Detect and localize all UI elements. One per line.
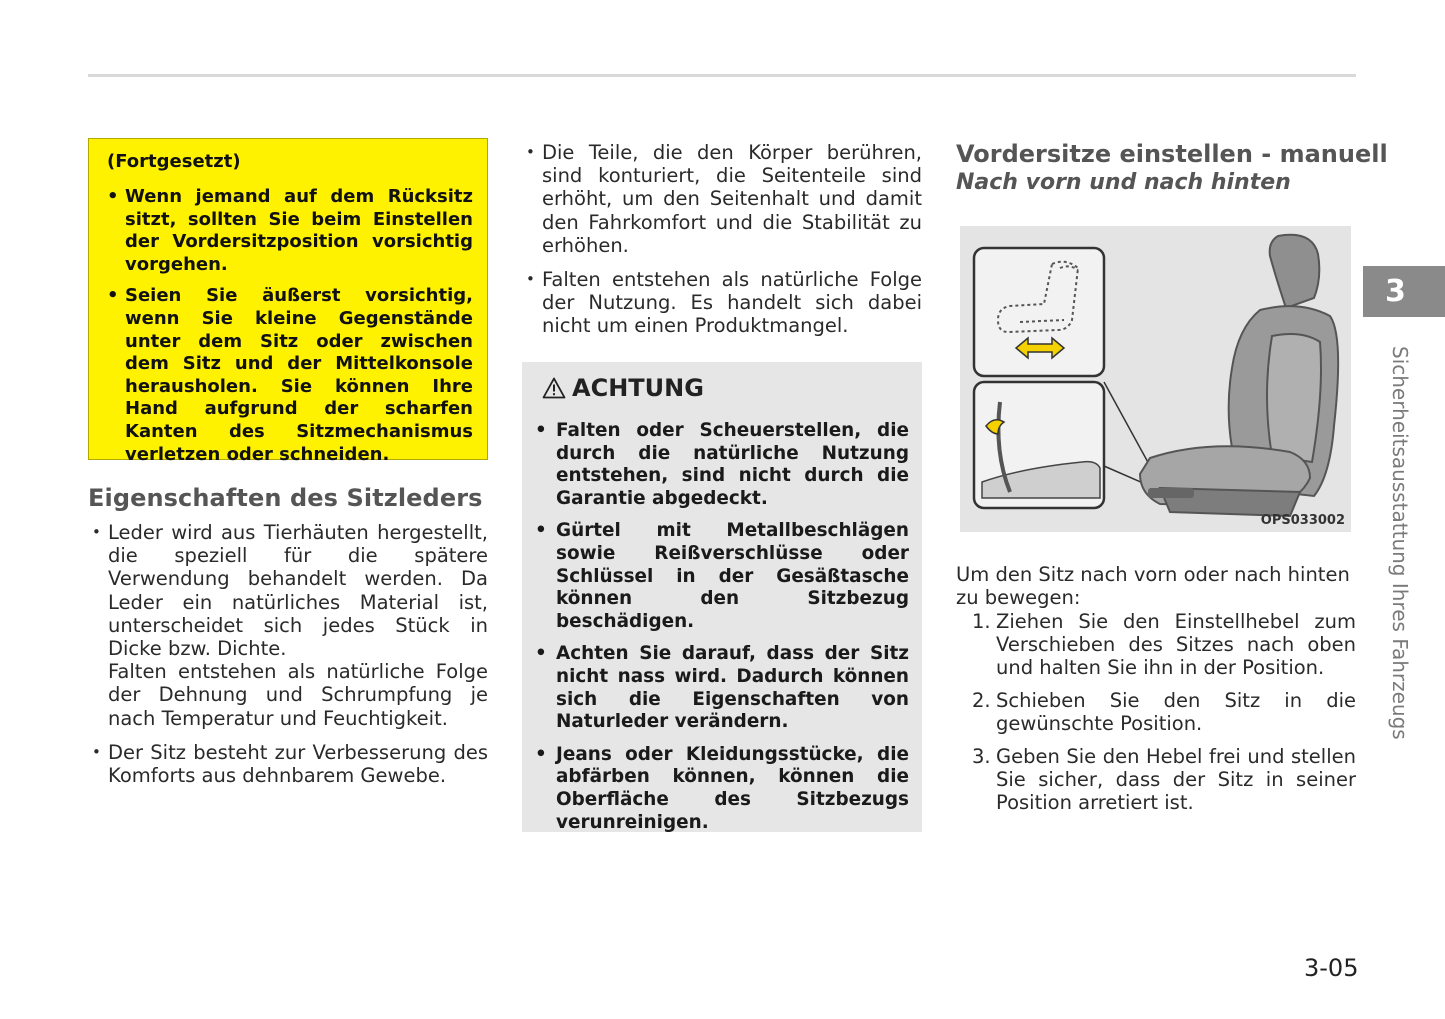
chapter-title-vertical: Sicherheitsausstattung Ihres Fahrzeugs xyxy=(1388,346,1412,740)
instruction-steps xyxy=(956,610,1356,824)
warning-triangle-icon xyxy=(542,377,566,399)
list-item-text: • Der Sitz besteht zur Verbesserung des Komforts aus dehnbarem Gewebe. xyxy=(108,740,488,788)
step-item xyxy=(956,745,1356,814)
warning-list xyxy=(107,186,473,466)
caution-title: ACHTUNG xyxy=(572,374,704,402)
seat-illustration xyxy=(960,226,1351,532)
top-rule xyxy=(88,74,1356,77)
caution-item: • Achten Sie darauf, dass der Sitz nicht nass wird. Dadurch können sich die Eigenschaften von Naturleder verändern. xyxy=(535,643,909,733)
list-item-text: Falten entstehen als natürliche Folge der Dehnung und Schrumpfung je nach Temperatur und Feuchtigkeit. xyxy=(108,660,488,730)
caution-list xyxy=(535,420,909,834)
step-text: Geben Sie den Hebel frei und stellen Sie sicher, dass der Sitz in seiner Position arretiert ist. xyxy=(996,745,1356,814)
warning-item: • Wenn jemand auf dem Rücksitz sitzt, sollten Sie beim Einstellen der Vordersitzposition vorsichtig vorgehen. xyxy=(107,186,473,276)
caution-item: • Falten oder Scheuerstellen, die durch die natürliche Nutzung entstehen, sind nicht durch die Garantie abgedeckt. xyxy=(535,420,909,510)
caution-header xyxy=(535,374,909,402)
step-item xyxy=(956,689,1356,735)
warning-continued-label: (Fortgesetzt) xyxy=(107,151,241,172)
step-number: 3. xyxy=(972,745,991,768)
car-seat-icon xyxy=(1140,235,1338,516)
list-item xyxy=(88,741,488,787)
step-text: Ziehen Sie den Einstellhebel zum Verschieben des Sitzes nach oben und halten Sie ihn in der Position. xyxy=(996,610,1356,679)
step-number: 2. xyxy=(972,689,991,712)
seat-drawing xyxy=(960,226,1351,532)
section-title-seat-adjust: Vordersitze einstellen - manuell xyxy=(956,140,1388,168)
figure-code: OPS033002 xyxy=(1260,513,1345,528)
chapter-tab: 3 xyxy=(1363,266,1445,317)
caution-box xyxy=(522,362,922,832)
leather-properties-list xyxy=(88,521,488,798)
step-number: 1. xyxy=(972,610,991,633)
list-item: • Falten entstehen als natürliche Folge der Nutzung. Es handelt sich dabei nicht um einen Produktmangel. xyxy=(522,268,922,338)
page-number: 3-05 xyxy=(1304,954,1359,982)
caution-item: • Gürtel mit Metallbeschlägen sowie Reißverschlüsse oder Schlüssel in der Gesäßtasche können den Sitzbezug beschädigen. xyxy=(535,520,909,633)
list-item xyxy=(88,521,488,730)
step-item xyxy=(956,610,1356,679)
seat-properties-list xyxy=(522,141,922,349)
section-subtitle: Nach vorn und nach hinten xyxy=(956,170,1291,195)
step-text: Schieben Sie den Sitz in die gewünschte Position. xyxy=(996,689,1356,735)
warning-item: • Seien Sie äußerst vorsichtig, wenn Sie kleine Gegenstände unter dem Sitz oder zwischen dem Sitz und der Mittelkonsole herausholen. Sie können Ihre Hand aufgrund der scharfen Kanten des Sitzmechanismus verletzen oder schneiden. xyxy=(107,285,473,466)
warning-box xyxy=(88,138,488,465)
list-item: • Die Teile, die den Körper berühren, sind konturiert, die Seitenteile sind erhöht, um den Seitenhalt und damit den Fahrkomfort und die Stabilität zu erhöhen. xyxy=(522,141,922,257)
instruction-intro: Um den Sitz nach vorn oder nach hinten zu bewegen: xyxy=(956,563,1350,609)
section-title-leather: Eigenschaften des Sitzleders xyxy=(88,484,483,512)
list-item-text: • Leder wird aus Tierhäuten hergestellt, die speziell für die spätere Verwendung behandelt werden. Da Leder ein natürliches Material ist, unterscheidet sich jedes Stück in Dicke bzw. Dichte. xyxy=(108,521,488,661)
caution-item: • Jeans oder Kleidungsstücke, die abfärben können, können die Oberfläche des Sitzbezugs verunreinigen. xyxy=(535,744,909,834)
